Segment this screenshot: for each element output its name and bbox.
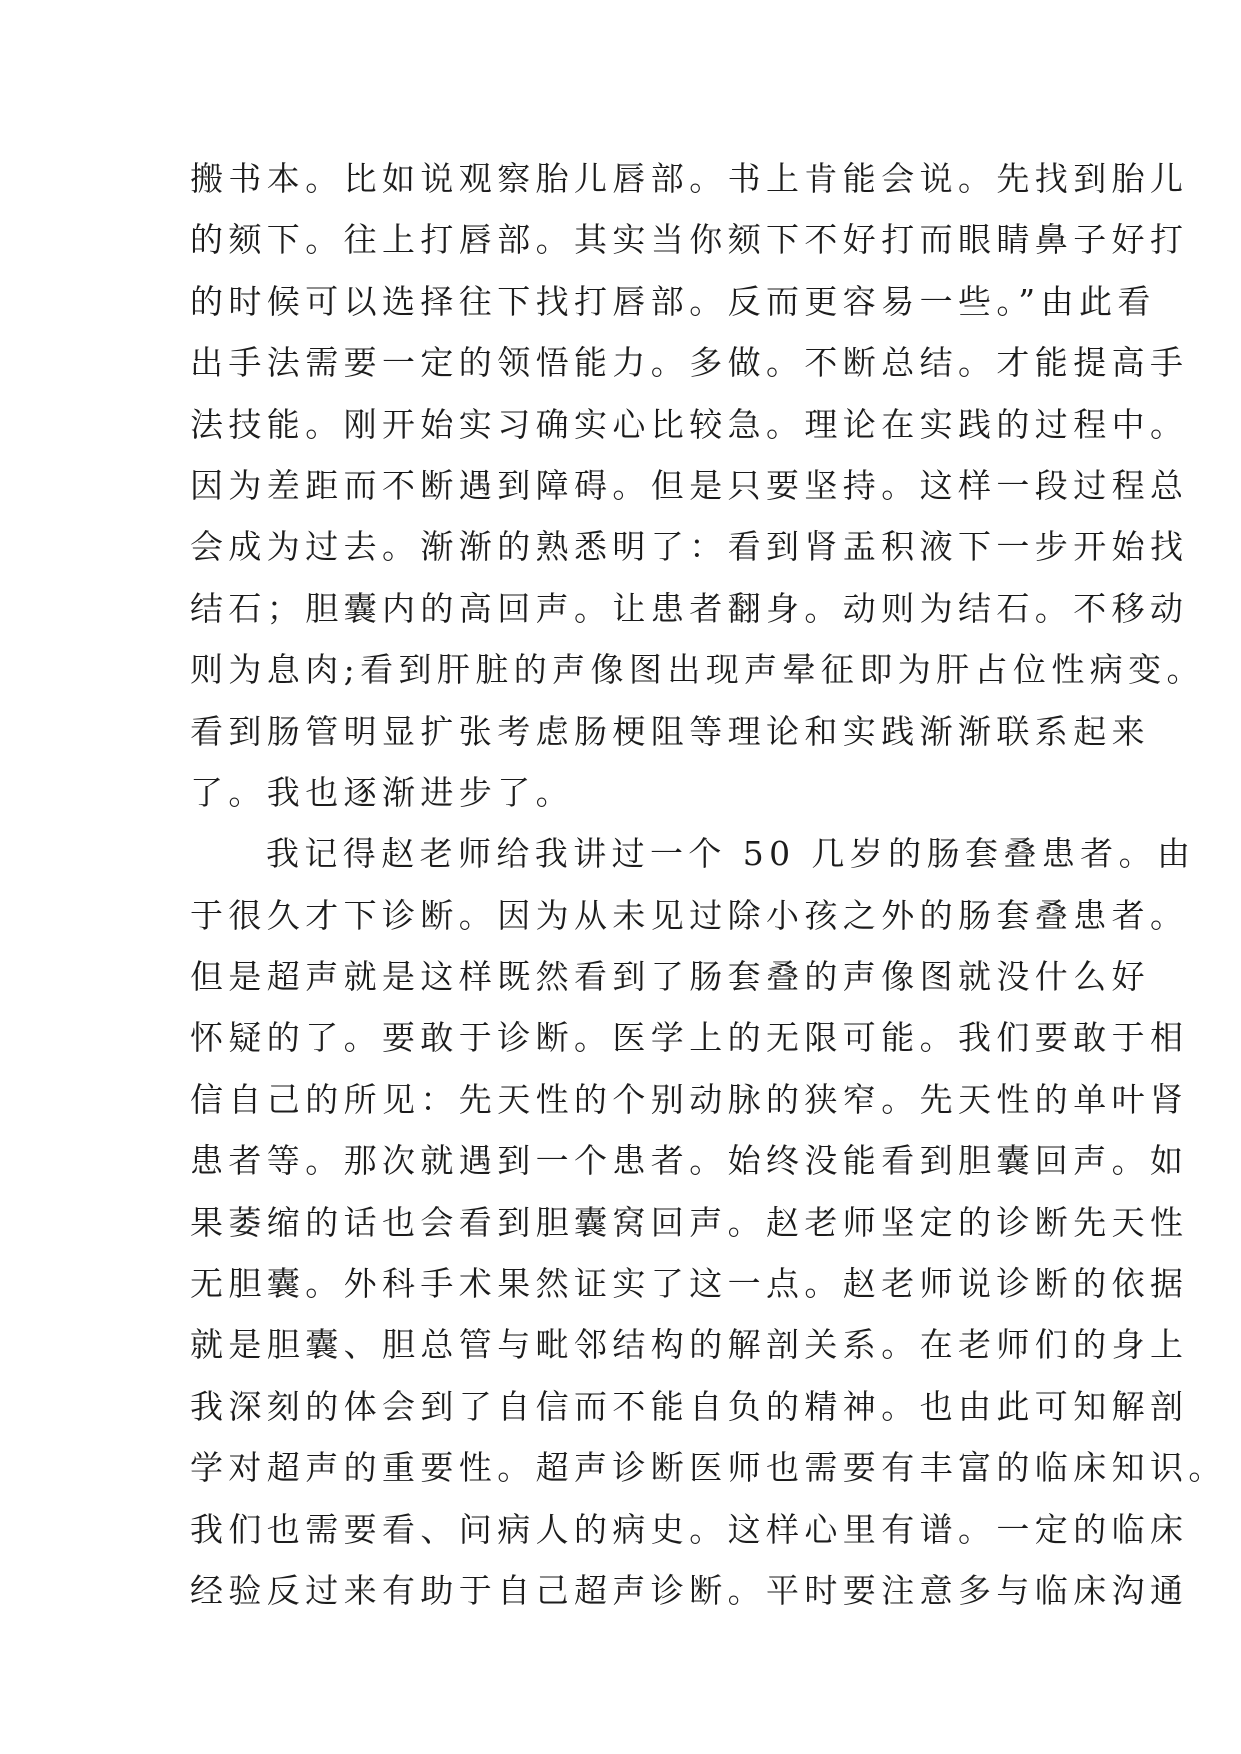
text-line: 则为息肉;看到肝脏的声像图出现声晕征即为肝占位性病变。 (190, 650, 1205, 690)
body-text (190, 148, 1227, 1621)
text-line: 我记得赵老师给我讲过一个 50 几岁的肠套叠患者。由 (266, 834, 1196, 874)
text-line: 看到肠管明显扩张考虑肠梗阻等理论和实践渐渐联系起来 (190, 711, 1150, 751)
text-line: 果萎缩的话也会看到胆囊窝回声。赵老师坚定的诊断先天性 (190, 1202, 1189, 1242)
text-line: 结石；胆囊内的高回声。让患者翻身。动则为结石。不移动 (190, 588, 1189, 628)
text-line: 怀疑的了。要敢于诊断。医学上的无限可能。我们要敢于相 (190, 1018, 1189, 1058)
text-line: 法技能。刚开始实习确实心比较急。理论在实践的过程中。 (190, 404, 1189, 444)
text-line: 因为差距而不断遇到障碍。但是只要坚持。这样一段过程总 (190, 465, 1189, 505)
text-line: 我们也需要看、问病人的病史。这样心里有谱。一定的临床 (190, 1509, 1189, 1549)
text-line: 信自己的所见：先天性的个别动脉的狭窄。先天性的单叶肾 (190, 1079, 1189, 1119)
text-line: 的颏下。往上打唇部。其实当你颏下不好打而眼睛鼻子好打 (190, 220, 1189, 260)
text-line: 患者等。那次就遇到一个患者。始终没能看到胆囊回声。如 (190, 1141, 1189, 1181)
text-line: 就是胆囊、胆总管与毗邻结构的解剖关系。在老师们的身上 (190, 1325, 1189, 1365)
text-line: 出手法需要一定的领悟能力。多做。不断总结。才能提高手 (190, 343, 1189, 383)
text-line: 于很久才下诊断。因为从未见过除小孩之外的肠套叠患者。 (190, 895, 1189, 935)
text-line: 学对超声的重要性。超声诊断医师也需要有丰富的临床知识。 (190, 1448, 1227, 1488)
text-line: 的时候可以选择往下找打唇部。反而更容易一些。”由此看 (190, 281, 1156, 321)
text-line: 了。我也逐渐进步了。 (190, 772, 574, 812)
text-line: 但是超声就是这样既然看到了肠套叠的声像图就没什么好 (190, 957, 1150, 997)
text-line: 经验反过来有助于自己超声诊断。平时要注意多与临床沟通 (190, 1570, 1189, 1610)
text-line: 无胆囊。外科手术果然证实了这一点。赵老师说诊断的依据 (190, 1264, 1189, 1304)
text-line: 会成为过去。渐渐的熟悉明了：看到肾盂积液下一步开始找 (190, 527, 1189, 567)
text-line: 我深刻的体会到了自信而不能自负的精神。也由此可知解剖 (190, 1386, 1189, 1426)
text-line: 搬书本。比如说观察胎儿唇部。书上肯能会说。先找到胎儿 (190, 159, 1189, 198)
